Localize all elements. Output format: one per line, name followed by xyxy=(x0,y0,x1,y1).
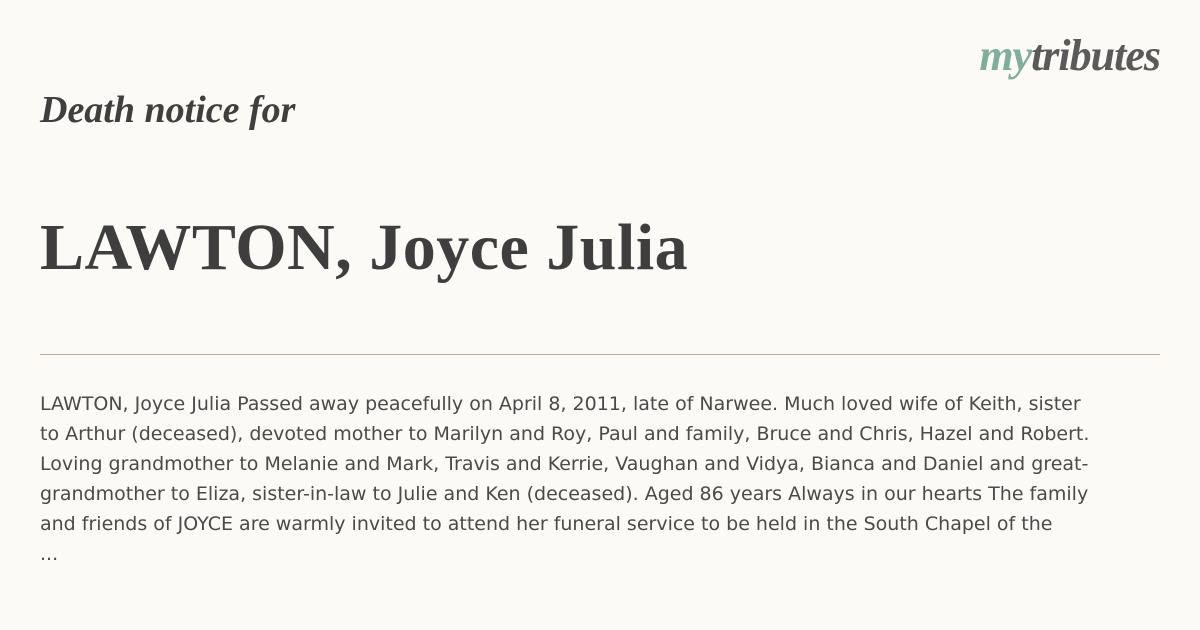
logo-part-my: my xyxy=(979,31,1032,80)
logo-part-tributes: tributes xyxy=(1031,31,1160,80)
notice-body-text: LAWTON, Joyce Julia Passed away peacefully on April 8, 2011, late of Narwee. Much loved wife of Keith, sister to Arthur (deceased), devoted mother to Marilyn and Roy, Paul and family, Bruce and Chris, Hazel and Robert. Loving grandmother to Melanie and Mark, Travis and Kerrie, Vaughan and Vidya, Bianca and Daniel and great- grandmother to Eliza, sister-in-law to Julie and Ken (deceased). Aged 86 years Always in our hearts The family and friends of JOYCE are warmly invited to attend her funeral service to be held in the South Chapel of the xyxy=(40,393,1090,535)
notice-subtitle: Death notice for xyxy=(40,89,296,131)
deceased-name: LAWTON, Joyce Julia xyxy=(40,211,689,284)
mytributes-logo[interactable] xyxy=(979,31,1160,80)
section-divider xyxy=(40,354,1160,355)
truncation-ellipsis: ... xyxy=(40,543,59,565)
